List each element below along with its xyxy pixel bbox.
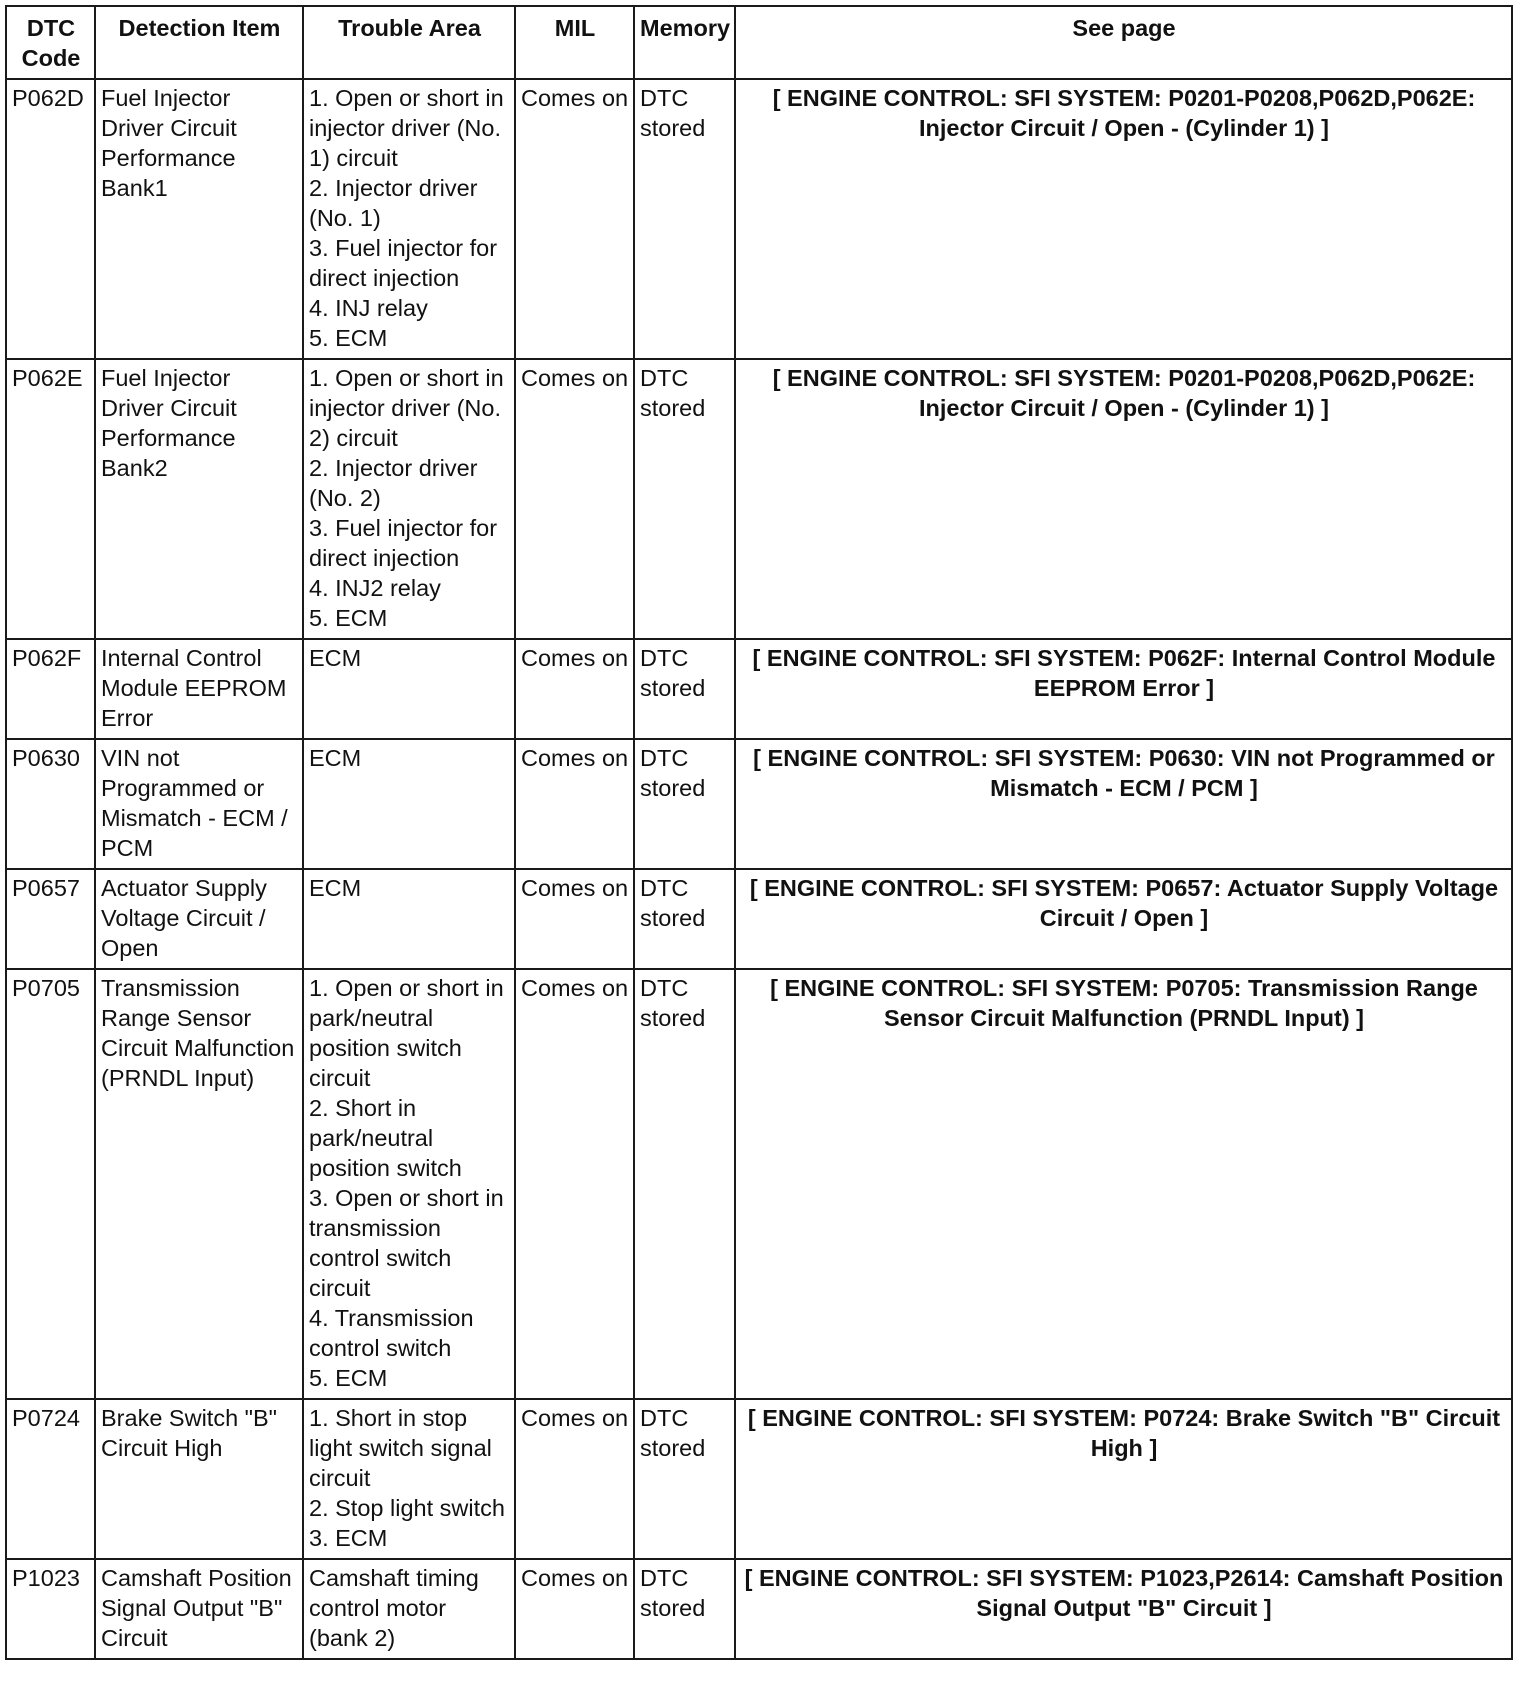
- trouble-area-cell: [303, 1399, 515, 1559]
- memory-cell: DTC stored: [634, 869, 735, 969]
- memory-cell: DTC stored: [634, 639, 735, 739]
- table-row: [6, 359, 1512, 639]
- trouble-area-item: 1. Open or short in injector driver (No. 1) circuit: [309, 85, 504, 171]
- dtc-code-cell: P0724: [6, 1399, 95, 1559]
- trouble-area-cell: [303, 359, 515, 639]
- dtc-table: [5, 5, 1513, 1660]
- trouble-area-item: 5. ECM: [309, 1365, 388, 1391]
- detection-item-cell: VIN not Programmed or Mismatch - ECM / PCM: [95, 739, 303, 869]
- memory-cell: DTC stored: [634, 1399, 735, 1559]
- table-row: [6, 79, 1512, 359]
- header-dtc-code: DTC Code: [6, 6, 95, 79]
- dtc-code-cell: P062F: [6, 639, 95, 739]
- trouble-area-item: 1. Short in stop light switch signal circuit: [309, 1405, 492, 1491]
- see-page-link[interactable]: [ ENGINE CONTROL: SFI SYSTEM: P0657: Actuator Supply Voltage Circuit / Open ]: [735, 869, 1512, 969]
- mil-cell: Comes on: [515, 969, 634, 1399]
- dtc-code-cell: P0705: [6, 969, 95, 1399]
- trouble-area-item: 1. Open or short in park/neutral position switch circuit: [309, 975, 504, 1091]
- mil-cell: Comes on: [515, 1559, 634, 1659]
- trouble-area-cell: [303, 1559, 515, 1659]
- mil-cell: Comes on: [515, 639, 634, 739]
- trouble-area-item: 2. Injector driver (No. 2): [309, 455, 478, 511]
- dtc-code-cell: P062E: [6, 359, 95, 639]
- mil-cell: Comes on: [515, 79, 634, 359]
- dtc-code-cell: P1023: [6, 1559, 95, 1659]
- dtc-code-cell: P0630: [6, 739, 95, 869]
- table-row: [6, 1559, 1512, 1659]
- trouble-area-cell: [303, 969, 515, 1399]
- trouble-area-cell: [303, 639, 515, 739]
- dtc-code-cell: P0657: [6, 869, 95, 969]
- detection-item-cell: Internal Control Module EEPROM Error: [95, 639, 303, 739]
- see-page-link[interactable]: [ ENGINE CONTROL: SFI SYSTEM: P1023,P2614: Camshaft Position Signal Output "B" Circuit ]: [735, 1559, 1512, 1659]
- header-memory: Memory: [634, 6, 735, 79]
- see-page-link[interactable]: [ ENGINE CONTROL: SFI SYSTEM: P0705: Transmission Range Sensor Circuit Malfunction (PRNDL Input) ]: [735, 969, 1512, 1399]
- trouble-area-item: Camshaft timing control motor (bank 2): [309, 1565, 479, 1651]
- memory-cell: DTC stored: [634, 969, 735, 1399]
- header-mil: MIL: [515, 6, 634, 79]
- trouble-area-item: 4. INJ2 relay: [309, 575, 441, 601]
- trouble-area-item: ECM: [309, 745, 362, 771]
- trouble-area-item: 2. Stop light switch: [309, 1495, 505, 1521]
- trouble-area-cell: [303, 79, 515, 359]
- trouble-area-item: 3. Fuel injector for direct injection: [309, 515, 498, 571]
- table-row: [6, 639, 1512, 739]
- trouble-area-item: ECM: [309, 645, 362, 671]
- table-row: [6, 869, 1512, 969]
- detection-item-cell: Brake Switch "B" Circuit High: [95, 1399, 303, 1559]
- detection-item-cell: Transmission Range Sensor Circuit Malfunction (PRNDL Input): [95, 969, 303, 1399]
- trouble-area-item: 3. Fuel injector for direct injection: [309, 235, 498, 291]
- trouble-area-item: 3. Open or short in transmission control switch circuit: [309, 1185, 504, 1301]
- memory-cell: DTC stored: [634, 739, 735, 869]
- trouble-area-item: 1. Open or short in injector driver (No. 2) circuit: [309, 365, 504, 451]
- mil-cell: Comes on: [515, 1399, 634, 1559]
- memory-cell: DTC stored: [634, 79, 735, 359]
- see-page-link[interactable]: [ ENGINE CONTROL: SFI SYSTEM: P0201-P0208,P062D,P062E: Injector Circuit / Open - (Cylinder 1) ]: [735, 359, 1512, 639]
- trouble-area-item: ECM: [309, 875, 362, 901]
- table-row: [6, 739, 1512, 869]
- trouble-area-cell: [303, 739, 515, 869]
- mil-cell: Comes on: [515, 739, 634, 869]
- see-page-link[interactable]: [ ENGINE CONTROL: SFI SYSTEM: P0630: VIN not Programmed or Mismatch - ECM / PCM ]: [735, 739, 1512, 869]
- table-row: [6, 969, 1512, 1399]
- trouble-area-item: 2. Injector driver (No. 1): [309, 175, 478, 231]
- mil-cell: Comes on: [515, 869, 634, 969]
- see-page-link[interactable]: [ ENGINE CONTROL: SFI SYSTEM: P062F: Internal Control Module EEPROM Error ]: [735, 639, 1512, 739]
- trouble-area-item: 3. ECM: [309, 1525, 388, 1551]
- trouble-area-item: 4. INJ relay: [309, 295, 428, 321]
- mil-cell: Comes on: [515, 359, 634, 639]
- detection-item-cell: Actuator Supply Voltage Circuit / Open: [95, 869, 303, 969]
- header-see-page: See page: [735, 6, 1512, 79]
- header-trouble-area: Trouble Area: [303, 6, 515, 79]
- trouble-area-item: 4. Transmission control switch: [309, 1305, 474, 1361]
- detection-item-cell: Fuel Injector Driver Circuit Performance Bank2: [95, 359, 303, 639]
- detection-item-cell: Fuel Injector Driver Circuit Performance Bank1: [95, 79, 303, 359]
- header-detection-item: Detection Item: [95, 6, 303, 79]
- trouble-area-item: 5. ECM: [309, 325, 388, 351]
- see-page-link[interactable]: [ ENGINE CONTROL: SFI SYSTEM: P0724: Brake Switch "B" Circuit High ]: [735, 1399, 1512, 1559]
- header-row: [6, 6, 1512, 79]
- trouble-area-item: 5. ECM: [309, 605, 388, 631]
- memory-cell: DTC stored: [634, 359, 735, 639]
- memory-cell: DTC stored: [634, 1559, 735, 1659]
- trouble-area-cell: [303, 869, 515, 969]
- detection-item-cell: Camshaft Position Signal Output "B" Circuit: [95, 1559, 303, 1659]
- dtc-code-cell: P062D: [6, 79, 95, 359]
- table-row: [6, 1399, 1512, 1559]
- trouble-area-item: 2. Short in park/neutral position switch: [309, 1095, 462, 1181]
- table-body: [6, 79, 1512, 1659]
- see-page-link[interactable]: [ ENGINE CONTROL: SFI SYSTEM: P0201-P0208,P062D,P062E: Injector Circuit / Open - (Cylinder 1) ]: [735, 79, 1512, 359]
